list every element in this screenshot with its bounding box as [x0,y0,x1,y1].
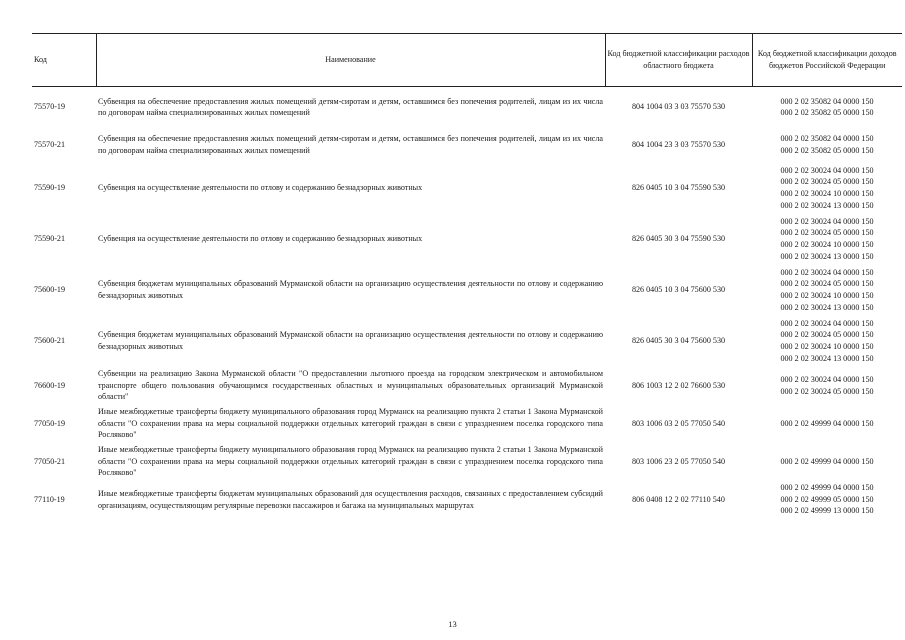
income-code: 000 2 02 30024 10 0000 150 [780,240,874,249]
income-code: 000 2 02 30024 04 0000 150 [780,165,874,175]
income-code: 000 2 02 30024 04 0000 150 [780,374,874,384]
income-code: 000 2 02 30024 10 0000 150 [780,342,874,351]
table-row [32,481,902,519]
row-expense-code: 806 0408 12 2 02 77110 540 [632,494,725,504]
row-expense-code: 804 1004 23 3 03 75570 530 [631,140,726,150]
row-name: Субвенция бюджетам муниципальных образований Мурманской области на организацию осуществления деятельности по отлову и содержанию безнадзорных животных [98,279,603,300]
row-code: 75600-21 [34,336,66,346]
table-row [32,214,902,265]
income-code: 000 2 02 30024 10 0000 150 [780,189,874,198]
header-name: Наименование [96,34,605,87]
row-code: 75570-19 [34,102,66,112]
row-income-codes [752,128,902,163]
header-income-code: Код бюджетной классификации доходов бюджетов Российской Федерации [752,34,902,87]
row-expense-code: 826 0405 30 3 04 75590 530 [631,234,726,244]
table-row [32,443,902,481]
income-code: 000 2 02 30024 05 0000 150 [780,386,874,396]
table-row [32,367,902,405]
income-code: 000 2 02 49999 04 0000 150 [780,456,874,466]
header-code: Код [32,34,96,87]
table-row [32,405,902,443]
row-expense-code: 826 0405 10 3 04 75590 530 [631,183,726,193]
page-number: 13 [448,619,457,629]
table-header-row [32,34,902,87]
row-code: 77110-19 [34,494,65,504]
row-expense-code: 826 0405 10 3 04 75600 530 [631,285,726,295]
income-code: 000 2 02 30024 05 0000 150 [780,228,874,238]
row-code: 77050-19 [34,418,66,428]
row-name: Субвенции на реализацию Закона Мурманской области "О предоставлении льготного проезда на городском электрическом и автомобильном транспорте общего пользования обучающимся государственных областных и муниципальных образовательных организаций Мурманской области" [98,369,603,402]
income-code: 000 2 02 49999 05 0000 150 [780,494,874,504]
income-code: 000 2 02 49999 04 0000 150 [780,483,874,493]
income-code: 000 2 02 30024 13 0000 150 [780,353,874,363]
row-name: Субвенция на обеспечение предоставления жилых помещений детям-сиротам и детям, оставшимся без попечения родителей, лицам из их числа по договорам найма специализированных жилых помещений [98,134,603,155]
row-name: Субвенция бюджетам муниципальных образований Мурманской области на организацию осуществления деятельности по отлову и содержанию безнадзорных животных [98,330,603,351]
table-row [32,316,902,367]
header-expense-code: Код бюджетной классификации расходов областного бюджета [605,34,752,87]
row-income-codes [752,481,902,519]
table-row [32,128,902,163]
row-name: Субвенция на обеспечение предоставления жилых помещений детям-сиротам и детям, оставшимся без попечения родителей, лицам из их числа по договорам найма специализированных жилых помещений [98,96,603,118]
income-code: 000 2 02 30024 05 0000 150 [780,177,874,187]
income-code: 000 2 02 35082 05 0000 150 [780,146,874,155]
table-row [32,265,902,316]
income-code: 000 2 02 30024 13 0000 150 [780,251,874,261]
income-code: 000 2 02 30024 04 0000 150 [780,216,874,226]
row-name: Иные межбюджетные трансферты бюджету муниципального образования город Мурманск на реализацию пункта 2 статьи 1 Закона Мурманской области "О сохранении права на меры социальной поддержки отдельных категорий граждан в связи с упразднением поселка городского типа Росляково" [98,445,603,478]
row-code: 75600-19 [34,285,66,295]
income-code: 000 2 02 35082 04 0000 150 [780,134,874,144]
income-code: 000 2 02 35082 04 0000 150 [780,96,874,106]
row-name: Субвенция на осуществление деятельности по отлову и содержанию безнадзорных животных [98,183,423,193]
row-name: Иные межбюджетные трансферты бюджетам муниципальных образований для осуществления расходов, связанных с предоставлением субсидий организациям, осуществляющим регулярные перевозки пассажиров и багажа на муниципальных маршрутах [98,488,603,510]
income-code: 000 2 02 49999 13 0000 150 [780,506,874,516]
row-income-codes [752,214,902,265]
income-code: 000 2 02 30024 13 0000 150 [780,200,874,210]
row-income-codes [752,316,902,367]
row-name: Иные межбюджетные трансферты бюджету муниципального образования город Мурманск на реализацию пункта 2 статьи 1 Закона Мурманской области "О сохранении права на меры социальной поддержки отдельных категорий граждан в связи с упразднением поселка городского типа Росляково" [98,407,603,440]
row-code: 77050-21 [34,456,66,466]
income-code: 000 2 02 49999 04 0000 150 [780,418,874,428]
row-expense-code: 803 1006 03 2 05 77050 540 [631,418,726,428]
income-code: 000 2 02 35082 05 0000 150 [780,108,874,118]
row-code: 75590-21 [34,234,66,244]
table-row [32,87,902,128]
row-name: Субвенция на осуществление деятельности по отлову и содержанию безнадзорных животных [98,234,423,244]
table-body [32,87,902,519]
budget-classification-table [32,33,902,519]
income-code: 000 2 02 30024 13 0000 150 [780,302,874,312]
row-code: 75570-21 [34,140,66,150]
income-code: 000 2 02 30024 05 0000 150 [780,279,874,289]
row-income-codes [752,87,902,128]
row-income-codes [752,367,902,405]
row-income-codes [752,405,902,443]
row-code: 75590-19 [34,183,66,193]
row-income-codes [752,163,902,214]
table-row [32,163,902,214]
income-code: 000 2 02 30024 05 0000 150 [780,330,874,340]
row-expense-code: 806 1003 12 2 02 76600 530 [631,380,726,390]
row-income-codes [752,443,902,481]
row-expense-code: 804 1004 03 3 03 75570 530 [631,102,726,112]
income-code: 000 2 02 30024 04 0000 150 [780,318,874,328]
income-code: 000 2 02 30024 04 0000 150 [780,267,874,277]
row-income-codes [752,265,902,316]
row-expense-code: 803 1006 23 2 05 77050 540 [631,456,726,466]
row-expense-code: 826 0405 30 3 04 75600 530 [631,336,726,346]
income-code: 000 2 02 30024 10 0000 150 [780,291,874,300]
row-code: 76600-19 [34,380,66,390]
